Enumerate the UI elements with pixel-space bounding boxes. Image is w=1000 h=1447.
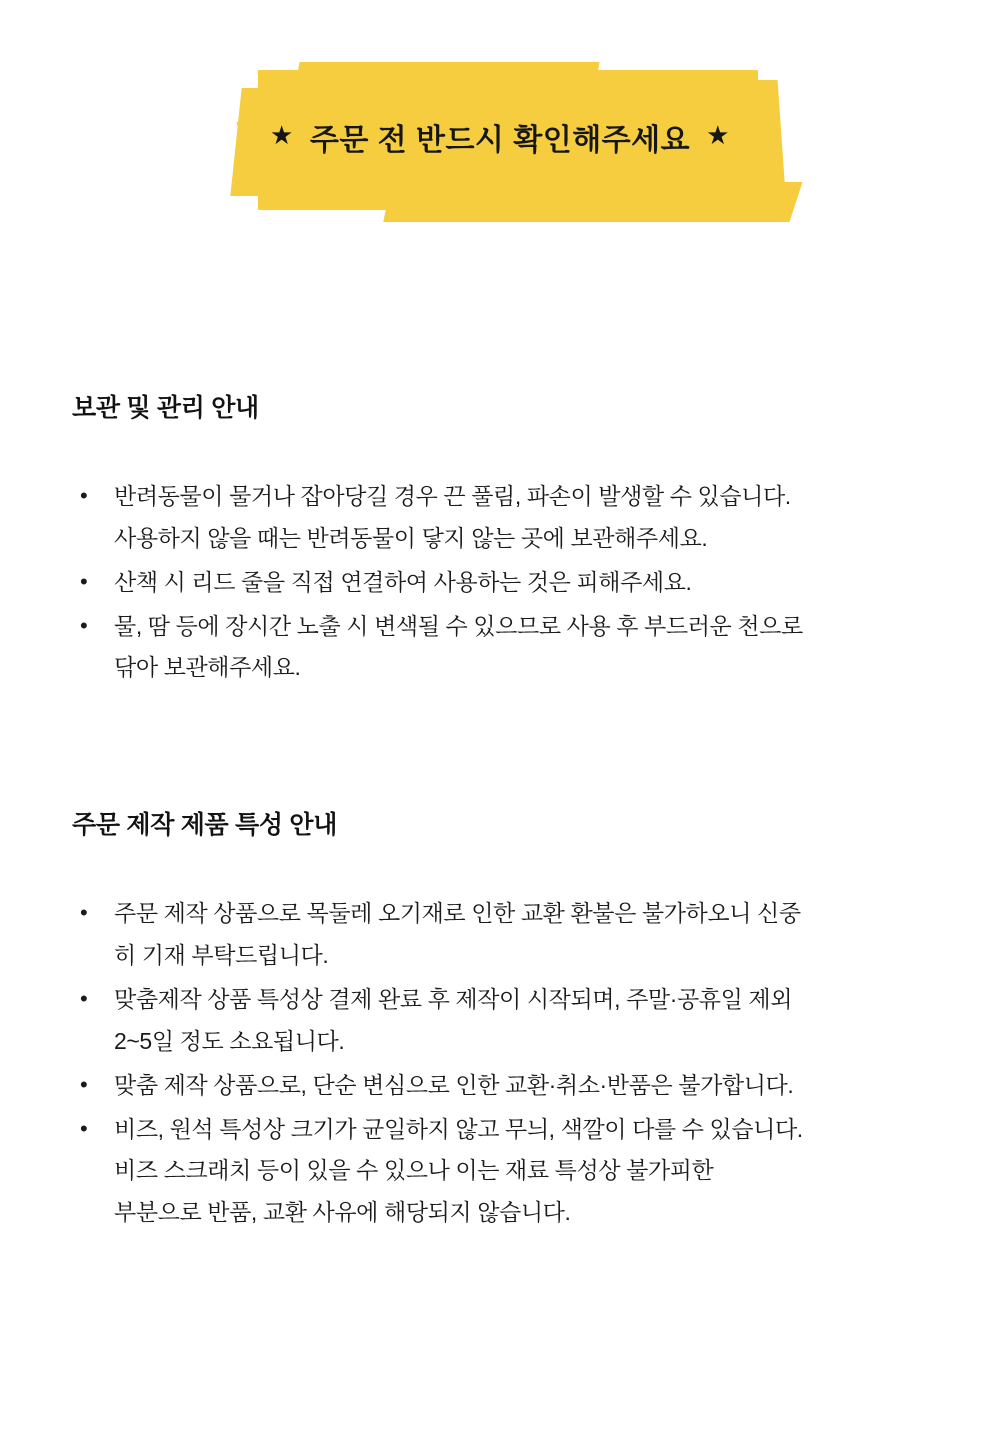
notice-content [0, 388, 1000, 1234]
list-item-line: 히 기재 부탁드립니다. [114, 942, 329, 969]
custom-order-list [72, 893, 928, 1234]
list-item [72, 562, 928, 604]
list-item [72, 1109, 928, 1235]
section-storage-care [72, 388, 928, 689]
list-item-line: • 맞춤 제작 상품으로, 단순 변심으로 인한 교환·취소·반품은 불가합니다. [114, 1071, 794, 1098]
star-icon-left: ★ [270, 119, 294, 150]
list-item-line: • 산책 시 리드 줄을 직접 연결하여 사용하는 것은 피해주세요. [114, 568, 692, 595]
list-item [72, 476, 928, 560]
banner-title-text: 주문 전 반드시 확인해주세요 [309, 124, 691, 157]
list-item-line: • 비즈, 원석 특성상 크기가 균일하지 않고 무늬, 색깔이 다를 수 있습니다. [114, 1115, 803, 1142]
section-title: 보관 및 관리 안내 [72, 394, 259, 422]
list-item-line: • 물, 땀 등에 장시간 노출 시 변색될 수 있으므로 사용 후 부드러운 천으로 [114, 612, 803, 639]
list-item-line: 사용하지 않을 때는 반려동물이 닿지 않는 곳에 보관해주세요. [114, 524, 708, 551]
list-item [72, 606, 928, 690]
star-icon-right: ★ [706, 119, 730, 150]
storage-care-list [72, 476, 928, 689]
list-item-line: 비즈 스크래치 등이 있을 수 있으나 이는 재료 특성상 불가피한 [114, 1157, 714, 1184]
section-custom-order [72, 805, 928, 1234]
list-item [72, 1065, 928, 1107]
list-item-line: • 맞춤제작 상품 특성상 결제 완료 후 제작이 시작되며, 주말·공휴일 제외 [114, 986, 793, 1013]
list-item [72, 979, 928, 1063]
list-item-line: 닦아 보관해주세요. [114, 654, 301, 681]
list-item-line: • 주문 제작 상품으로 목둘레 오기재로 인한 교환 환불은 불가하오니 신중 [114, 900, 801, 927]
banner-title [0, 0, 1000, 250]
list-item-line: • 반려동물이 물거나 잡아당길 경우 끈 풀림, 파손이 발생할 수 있습니다. [114, 483, 791, 509]
list-item [72, 893, 928, 977]
section-title: 주문 제작 제품 특성 안내 [72, 811, 338, 840]
notice-banner [0, 0, 1000, 250]
list-item-line: 부분으로 반품, 교환 사유에 해당되지 않습니다. [114, 1199, 571, 1226]
list-item-line: 2~5일 정도 소요됩니다. [114, 1027, 345, 1054]
